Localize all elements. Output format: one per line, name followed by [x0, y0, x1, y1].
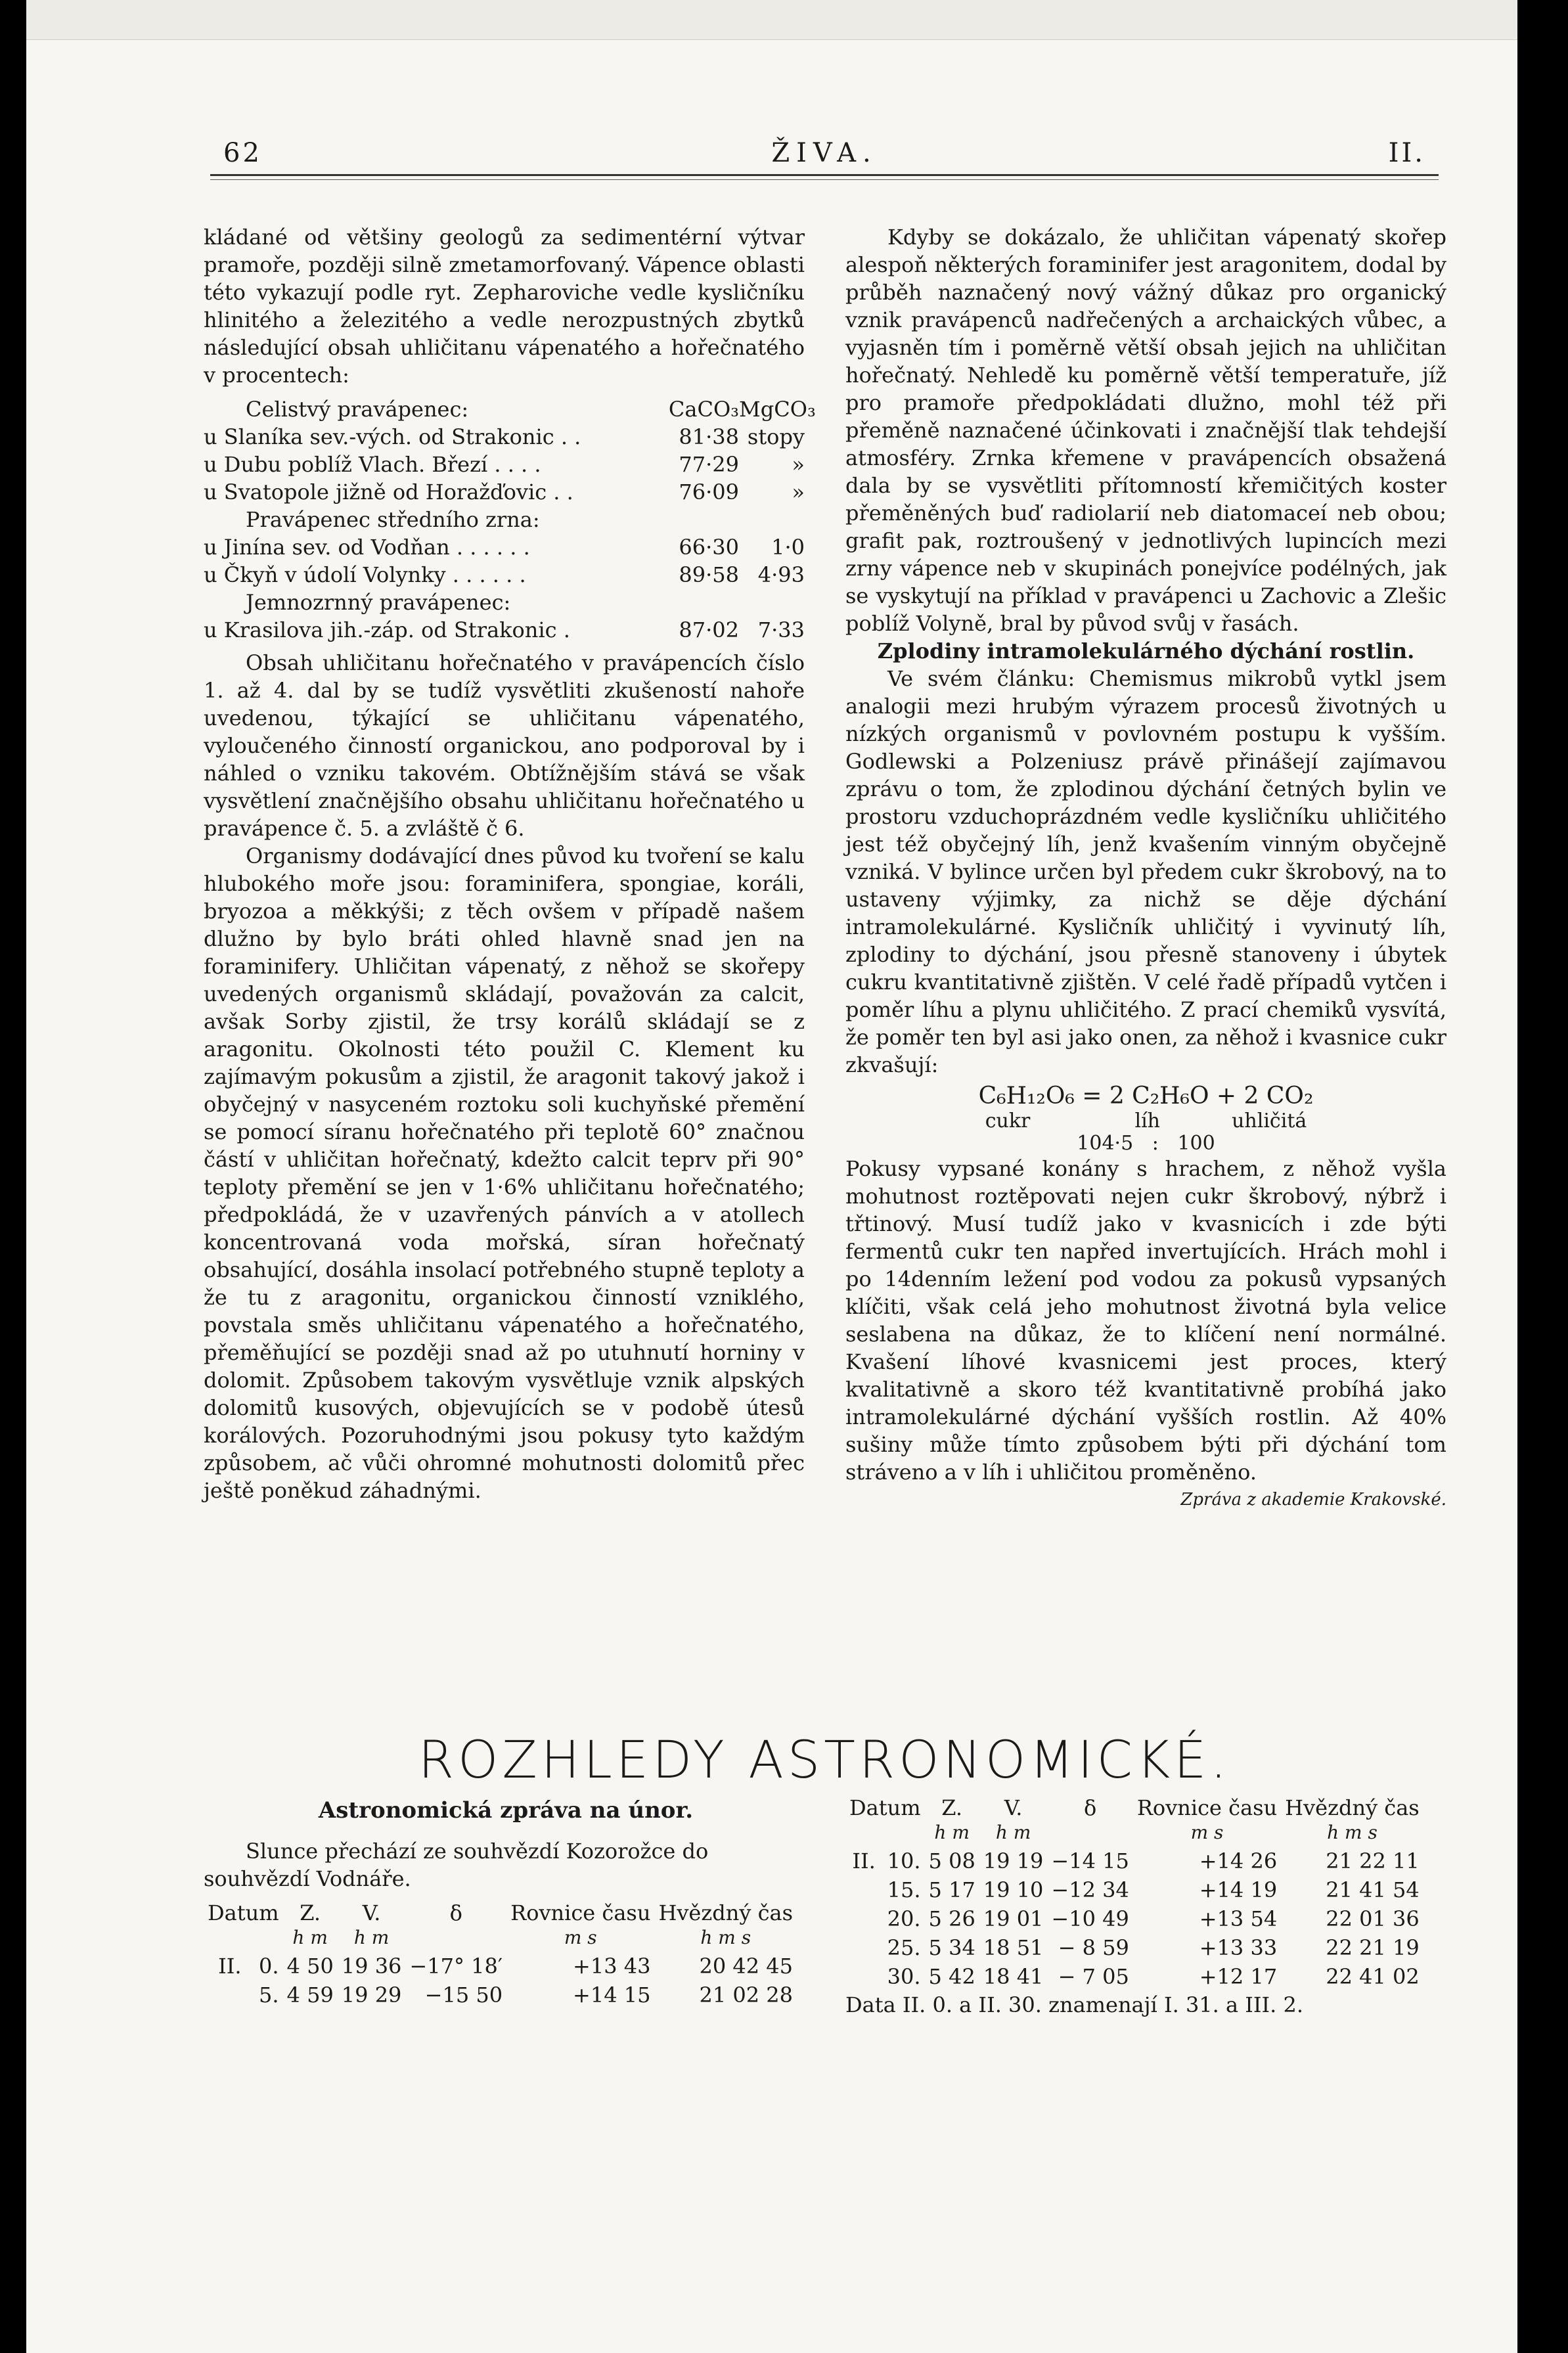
section-title: ROZHLEDY ASTRONOMICKÉ.: [418, 1731, 1231, 1790]
table-row: u Svatopole jižně od Horažďovic . . 76·09 »: [204, 480, 805, 504]
astro-note: Data II. 0. a II. 30. znamenají I. 31. a III. 2.: [845, 1992, 1304, 2017]
table-row: 30. 5 42 18 41 − 7 05 +12 17 22 41 02: [887, 1964, 1420, 1989]
table-row: 15. 5 17 19 10 −12 34 +14 19 21 41 54: [887, 1877, 1420, 1902]
table-subheading: Jemnozrnný pravápenec:: [246, 590, 511, 615]
running-header: [210, 125, 1439, 177]
scan-edge: [26, 0, 1517, 40]
equation-labels: cukr líh uhličitá: [985, 1109, 1307, 1132]
paragraph: Kdyby se dokázalo, že uhličitan vápenatý skořep alespoň některých foraminifer jest aragonitem, dodal by průběh naznačený nový vážný důkaz pro organický vznik pravápenců nadřečených a archaických vůbec, a vyjasněn tím i poměrně větší obsah jejich na uhličitan hořečnatý. Nehledě ku poměrně větší temperatuře, jíž pro pramoře předpokládati dlužno, mohl též při přeměně naznačené účinkovati i značnější tlak tehdejší atmosféry. Zrnka křemene v pravápencích obsažená dala by se vysvětliti přítomností křemičitých koster přeměněných buď radiolarií neb diatomaceí neb obou; grafit pak, roztroušený v jednotlivých lupincích mezi zrny vápence neb v skupinách ponejvíce podélných, jak se vyskytují na příklad v pravápenci u Zachovic a Zlešic poblíž Volyně, bral by původ svůj v řasách.: [845, 225, 1446, 636]
table-row: II. 10. 5 08 19 19 −14 15 +14 26 21 22 11: [852, 1849, 1420, 1873]
header-rule: [210, 174, 1439, 176]
right-column: [845, 223, 1446, 1513]
astro-intro: Slunce přechází ze souhvězdí Kozorožce do souhvězdí Vodnáře.: [204, 1839, 709, 1891]
header-rule-thin: [210, 179, 1439, 180]
paragraph: Ve svém článku: Chemismus mikrobů vytkl jsem analogii mezi hrubým výrazem procesů životných u nízkých organismů v povlovném postupu k vyšším. Godlewski a Polzeniusz právě přinášejí zajímavou zprávu o tom, že zplodinou dýchání četných bylin ve prostoru vzduchoprázdném vedle kysličníku uhličitého jest též obyčejný líh, jenž kvašením vinným obyčejně vzniká. V bylince určen byl předem cukr škrobový, na to ustaveny výjimky, za nichž se děje dýchání intramolekulárné. Kysličník uhličitý i vyvinutý líh, zplodiny to dýchání, jsou přesně stanoveny i úbytek cukru kvantitativně zjištěn. V celé řadě případů vytčen i poměr líhu a plynu uhličitého. Z prací chemiků vysvítá, že poměr ten byl asi jako onen, za něhož i kvasnice cukr zkvašují:: [845, 666, 1446, 1077]
paragraph: kládané od většiny geologů za sedimentérní výtvar pramoře, později silně zmetamorfovaný. Vápence oblasti této vykazují podle ryt. Zepharoviche vedle kysličníku hlinitého a železitého a vedle nerozpustných zbytků následující obsah uhličitanu vápenatého a hořečnatého v procentech:: [204, 225, 805, 388]
paragraph: Pokusy vypsané konány s hrachem, z něhož vyšla mohutnost roztěpovati nejen cukr škrobový, nýbrž i třtinový. Musí tudíž jako v kvasnicích i zde býti fermentů cukr ten napřed invertujících. Hrách mohl i po 14denním ležení pod vodou za pokusů vypsaných klíčiti, však celá jeho mohutnost životná byla velice seslabena na důkaz, že to klíčení není normálné. Kvašení líhové kvasnicemi jest proces, který kvalitativně a skoro též kvantitativně probíhá jako intramolekulárné dýchání vyšších rostlin. Až 40% sušiny může tímto způsobem býti při dýchání tom stráveno a v líh i uhličitou proměněno.: [845, 1156, 1446, 1485]
equation-ratio: 104·5 : 100: [1077, 1132, 1215, 1155]
table-row: u Slaníka sev.-vých. od Strakonic . . 81·38 stopy: [204, 424, 805, 449]
page: [26, 0, 1517, 2353]
section-heading: Zplodiny intramolekulárného dýchání rostlin.: [877, 639, 1415, 663]
table-row: 25. 5 34 18 51 − 8 59 +13 33 22 21 19: [887, 1935, 1420, 1960]
paragraph: Organismy dodávající dnes původ ku tvoření se kalu hlubokého moře jsou: foraminifera, spongiae, koráli, bryozoa a měkkýši; z těch ovšem v případě našem dlužno by bylo bráti ohled hlavně snad jen na foraminifery. Uhličitan vápenatý, z něhož se skořepy uvedených organismů skládají, považován za calcit, avšak Sorby zjistil, že trsy korálů skládají se z aragonitu. Okolnosti této použil C. Klement ku zajímavým pokusům a zjistil, že aragonit takový jakož i obyčejný v nasyceném roztoku soli kuchyňské přemění se pomocí síranu hořečnatého při teplotě 60° značnou částí v uhličitan hořečnatý, kdežto calcit teprv při 90° teploty přemění se jen v 1·6% uhličitanu hořečnatého; předpokládá, že v uzavřených pánvích a v atollech koncentrovaná voda mořská, síran hořečnatý obsahující, dosáhla insolací potřebného stupně teploty a že tu z aragonitu, organickou činností vzniklého, povstala směs uhličitanu vápenatého a hořečnatého, přeměňující se později snad až po utuhnutí horniny v dolomit. Způsobem takovým vysvětluje vznik alpských dolomitů kusových, objevujících se v podobě útesů korálových. Pozoruhodnými jsou pokusy tyto každým způsobem, ač vůči ohromné mohutnosti dolomitů přec ještě poněkud záhadnými.: [204, 843, 805, 1503]
page-number: 62: [223, 138, 262, 168]
table-row: u Jinína sev. od Vodňan . . . . . . 66·30 1·0: [204, 535, 805, 560]
paragraph: Obsah uhličitanu hořečnatého v pravápencích číslo 1. až 4. dal by se tudíž vysvětliti zkušeností nahoře uvedenou, týkající se uhličitanu vápenatého, vyloučeného činností organickou, ano podporoval by i náhled o vzniku takovém. Obtížnějším stává se však vysvětlení značnějšího obsahu uhličitanu hořečnatého u pravápence č. 5. a zvláště č 6.: [204, 650, 805, 841]
astro-table-right: Datum Z. V. δ Rovnice času Hvězdný čas h m h m m s h m s II. 10. 5 08 19 19 −14 15 +14 26 21 22 11 15. 5 17 19 10 −12 34 +14 19 21 41 54 20. 5 26 19 01 −10 49 +13 54 22 01 36 25. 5 34 18 51 − 8 59 +13 33 22 21 19 30. 5 42 18 41 − 7 05 +12 17 22 41 02: [845, 1797, 1423, 1991]
astro-right: [845, 1797, 1469, 2019]
attribution: Zpráva z akademie Krakovské.: [1180, 1490, 1446, 1510]
table-row: u Dubu poblíž Vlach. Březí . . . . 77·29 »: [204, 452, 805, 477]
chemical-equation: C₆H₁₂O₆ = 2 C₂H₆O + 2 CO₂ cukr líh uhličitá 104·5 : 100: [845, 1083, 1446, 1155]
table-row: II. 0. 4 50 19 36 −17° 18′ +13 43 20 42 45: [218, 1954, 793, 1979]
astro-subheading: Astronomická zpráva na únor.: [318, 1797, 694, 1824]
astro-left: [204, 1797, 808, 2009]
table-header: Celistvý pravápenec: CaCO₃ MgCO₃: [246, 397, 816, 422]
table-row: 20. 5 26 19 01 −10 49 +13 54 22 01 36: [887, 1906, 1420, 1931]
table-row: u Čkyň v údolí Volynky . . . . . . 89·58 4·93: [204, 562, 805, 587]
astro-table-left: Datum Z. V. δ Rovnice času Hvězdný čas h m h m m s h m s II. 0. 4 50 19 36 −17° 18′ +13 43 20 42 45 5. 4 59 19 29 −15 50 +14 15 21 02 28: [204, 1902, 797, 2009]
table-subheading: Pravápenec středního zrna:: [246, 507, 540, 532]
journal-title: ŽIVA.: [771, 138, 878, 168]
volume-number: II.: [1388, 138, 1425, 168]
table-row: 5. 4 59 19 29 −15 50 +14 15 21 02 28: [259, 1983, 793, 2007]
left-column: [204, 223, 816, 1504]
table-row: u Krasilova jih.-záp. od Strakonic . 87·02 7·33: [204, 617, 805, 642]
